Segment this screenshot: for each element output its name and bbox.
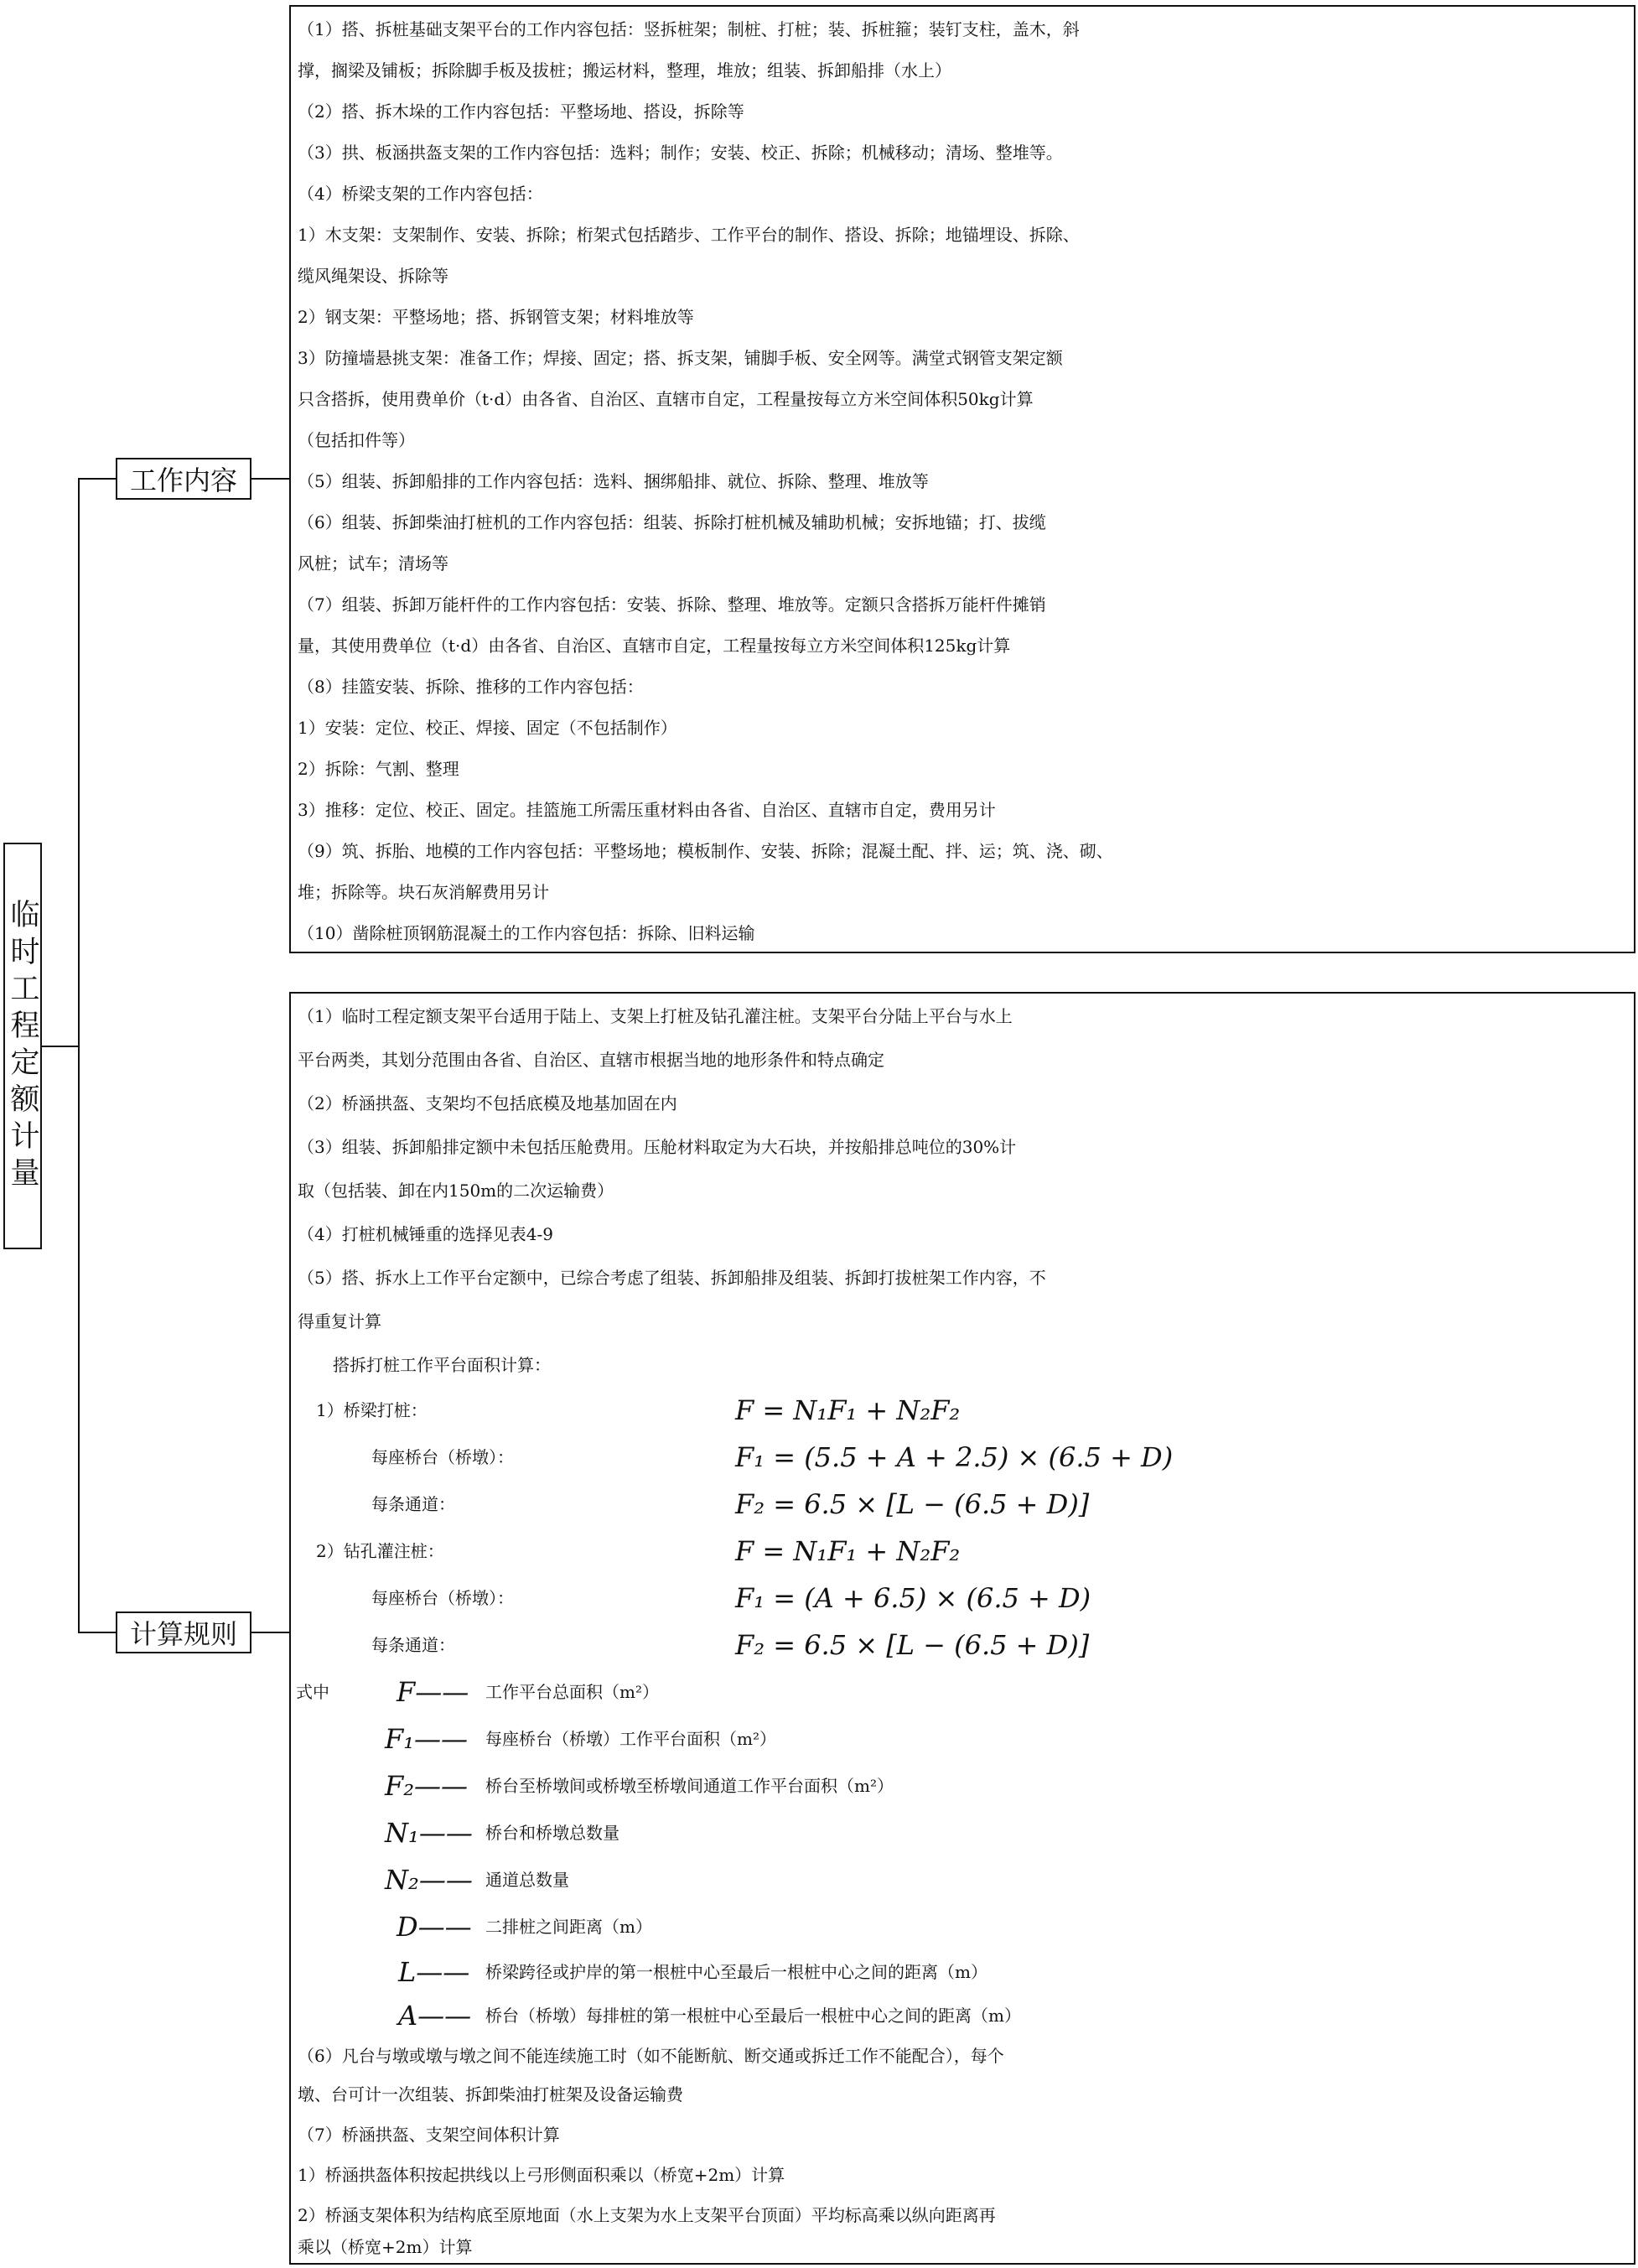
cr-line: 得重复计算 — [298, 1311, 381, 1331]
formula-label: 每座桥台（桥墩）： — [371, 1447, 514, 1467]
where-label: 式中 — [296, 1682, 329, 1702]
formula-label: 每条通道： — [371, 1494, 455, 1514]
wc-line: 3）推移：定位、校正、固定。挂篮施工所需压重材料由各省、自治区、直辖市自定，费用另计 — [298, 800, 996, 820]
wc-line: 1）安装：定位、校正、焊接、固定（不包括制作） — [298, 718, 677, 738]
wc-line: （10）凿除桩顶钢筋混凝土的工作内容包括：拆除、旧料运输 — [298, 923, 755, 943]
variable-symbol: D—— — [397, 1911, 472, 1943]
cr-line: （3）组装、拆卸船排定额中未包括压舱费用。压舱材料取定为大石块，并按船排总吨位的30%计 — [298, 1137, 1017, 1157]
wc-line: （1）搭、拆桩基础支架平台的工作内容包括：竖拆桩架；制桩、打桩；装、拆桩箍；装钉支柱，盖木，斜 — [298, 19, 1080, 39]
variable-symbol: A—— — [398, 2000, 472, 2032]
wc-line: 撑，搁梁及铺板；拆除脚手板及拔桩；搬运材料，整理，堆放；组装、拆卸船排（水上） — [298, 60, 951, 80]
variable-symbol: F₂—— — [385, 1770, 469, 1802]
branch-work-content — [116, 458, 251, 500]
root-node — [3, 843, 42, 1249]
variable-desc: 桥梁跨径或护岸的第一根桩中心至最后一根桩中心之间的距离（m） — [485, 1962, 987, 1982]
wc-line: （7）组装、拆卸万能杆件的工作内容包括：安装、拆除、整理、堆放等。定额只含搭拆万能杆件摊销 — [298, 594, 1046, 615]
wc-line: （8）挂篮安装、拆除、推移的工作内容包括： — [298, 677, 644, 697]
wc-line: （9）筑、拆胎、地模的工作内容包括：平整场地；模板制作、安装、拆除；混凝土配、拌、运；筑、浇、砌、 — [298, 841, 1113, 861]
calc-rules-box — [289, 992, 1635, 2265]
work-content-box — [289, 5, 1635, 953]
variable-desc: 每座桥台（桥墩）工作平台面积（m²） — [485, 1729, 776, 1749]
branch-calc-rules — [116, 1611, 251, 1653]
wc-line: 2）拆除：气割、整理 — [298, 759, 459, 779]
cr-line: （1）临时工程定额支架平台适用于陆上、支架上打桩及钻孔灌注桩。支架平台分陆上平台与水上 — [298, 1006, 1013, 1026]
cr-line: 搭拆打桩工作平台面积计算： — [333, 1355, 551, 1375]
formula-label: 每座桥台（桥墩）： — [371, 1588, 514, 1608]
variable-symbol: N₁—— — [385, 1817, 473, 1849]
wc-line: （5）组装、拆卸船排的工作内容包括：选料、捆绑船排、就位、拆除、整理、堆放等 — [298, 471, 929, 491]
variable-symbol: F₁—— — [385, 1723, 469, 1755]
cr-line: （7）桥涵拱盔、支架空间体积计算 — [298, 2125, 560, 2145]
wc-line: 只含搭拆，使用费单价（t·d）由各省、自治区、直辖市自定，工程量按每立方米空间体积50kg计算 — [298, 389, 1034, 409]
cr-line: （4）打桩机械锤重的选择见表4-9 — [298, 1224, 553, 1244]
formula: F₁ = (A + 6.5) × (6.5 + D) — [735, 1582, 1091, 1614]
cr-line: （5）搭、拆水上工作平台定额中，已综合考虑了组装、拆卸船排及组装、拆卸打拔桩架工作内容，不 — [298, 1268, 1046, 1288]
formula: F₁ = (5.5 + A + 2.5) × (6.5 + D) — [735, 1441, 1174, 1473]
connector-trunk — [78, 478, 80, 1633]
wc-line: （4）桥梁支架的工作内容包括： — [298, 184, 543, 204]
wc-line: （2）搭、拆木垛的工作内容包括：平整场地、搭设，拆除等 — [298, 101, 744, 122]
wc-line: 1）木支架：支架制作、安装、拆除；桁架式包括踏步、工作平台的制作、搭设、拆除；地锚埋设、拆除、 — [298, 225, 1080, 245]
variable-desc: 工作平台总面积（m²） — [485, 1682, 659, 1702]
formula: F = N₁F₁ + N₂F₂ — [735, 1394, 961, 1426]
wc-line: 堆；拆除等。块石灰消解费用另计 — [298, 882, 549, 902]
connector-root — [42, 1046, 79, 1047]
variable-desc: 桥台（桥墩）每排桩的第一根桩中心至最后一根桩中心之间的距离（m） — [485, 2006, 1021, 2026]
connector-calc — [78, 1632, 117, 1633]
root-title: 临时工程定额计量 — [6, 898, 39, 1194]
cr-line: 1）桥涵拱盔体积按起拱线以上弓形侧面积乘以（桥宽+2m）计算 — [298, 2165, 785, 2185]
variable-desc: 桥台和桥墩总数量 — [485, 1823, 619, 1843]
wc-line: 量，其使用费单位（t·d）由各省、自治区、直辖市自定，工程量按每立方米空间体积125kg计算 — [298, 636, 1011, 656]
variable-symbol: N₂—— — [385, 1864, 473, 1896]
variable-desc: 二排桩之间距离（m） — [485, 1917, 652, 1937]
wc-line: （包括扣件等） — [298, 430, 415, 450]
variable-symbol: L—— — [398, 1956, 470, 1988]
wc-line: （3）拱、板涵拱盔支架的工作内容包括：选料；制作；安装、校正、拆除；机械移动；清场、整堆等。 — [298, 143, 1063, 163]
connector-work — [78, 478, 117, 480]
formula-label: 每条通道： — [371, 1635, 455, 1655]
wc-line: 风桩；试车；清场等 — [298, 553, 448, 573]
variable-desc: 桥台至桥墩间或桥墩至桥墩间通道工作平台面积（m²） — [485, 1776, 894, 1796]
formula: F₂ = 6.5 × [L − (6.5 + D)] — [735, 1488, 1090, 1520]
connector-work-box — [251, 478, 290, 480]
cr-line: 取（包括装、卸在内150m的二次运输费） — [298, 1181, 614, 1201]
branch-work-content-label: 工作内容 — [129, 464, 237, 496]
formula-label: 1）桥梁打桩： — [316, 1400, 428, 1420]
variable-symbol: F—— — [397, 1676, 469, 1708]
wc-line: 2）钢支架：平整场地；搭、拆钢管支架；材料堆放等 — [298, 307, 694, 327]
formula: F₂ = 6.5 × [L − (6.5 + D)] — [735, 1629, 1090, 1661]
wc-line: 3）防撞墙悬挑支架：准备工作；焊接、固定；搭、拆支架，铺脚手板、安全网等。满堂式钢管支架定额 — [298, 348, 1063, 368]
cr-line: （2）桥涵拱盔、支架均不包括底模及地基加固在内 — [298, 1093, 677, 1113]
branch-calc-rules-label: 计算规则 — [129, 1618, 237, 1650]
wc-line: 缆风绳架设、拆除等 — [298, 266, 448, 286]
connector-calc-box — [251, 1632, 290, 1633]
cr-line: 2）桥涵支架体积为结构底至原地面（水上支架为水上支架平台顶面）平均标高乘以纵向距离再 — [298, 2205, 996, 2225]
cr-line: 平台两类，其划分范围由各省、自治区、直辖市根据当地的地形条件和特点确定 — [298, 1050, 884, 1070]
wc-line: （6）组装、拆卸柴油打桩机的工作内容包括：组装、拆除打桩机械及辅助机械；安拆地锚；打、拔缆 — [298, 512, 1046, 532]
formula-label: 2）钻孔灌注桩： — [316, 1541, 444, 1561]
variable-desc: 通道总数量 — [485, 1870, 569, 1890]
cr-line: 乘以（桥宽+2m）计算 — [298, 2237, 473, 2257]
cr-line: 墩、台可计一次组装、拆卸柴油打桩架及设备运输费 — [298, 2084, 683, 2105]
formula: F = N₁F₁ + N₂F₂ — [735, 1535, 961, 1567]
cr-line: （6）凡台与墩或墩与墩之间不能连续施工时（如不能断航、断交通或拆迁工作不能配合），每个 — [298, 2046, 1004, 2066]
